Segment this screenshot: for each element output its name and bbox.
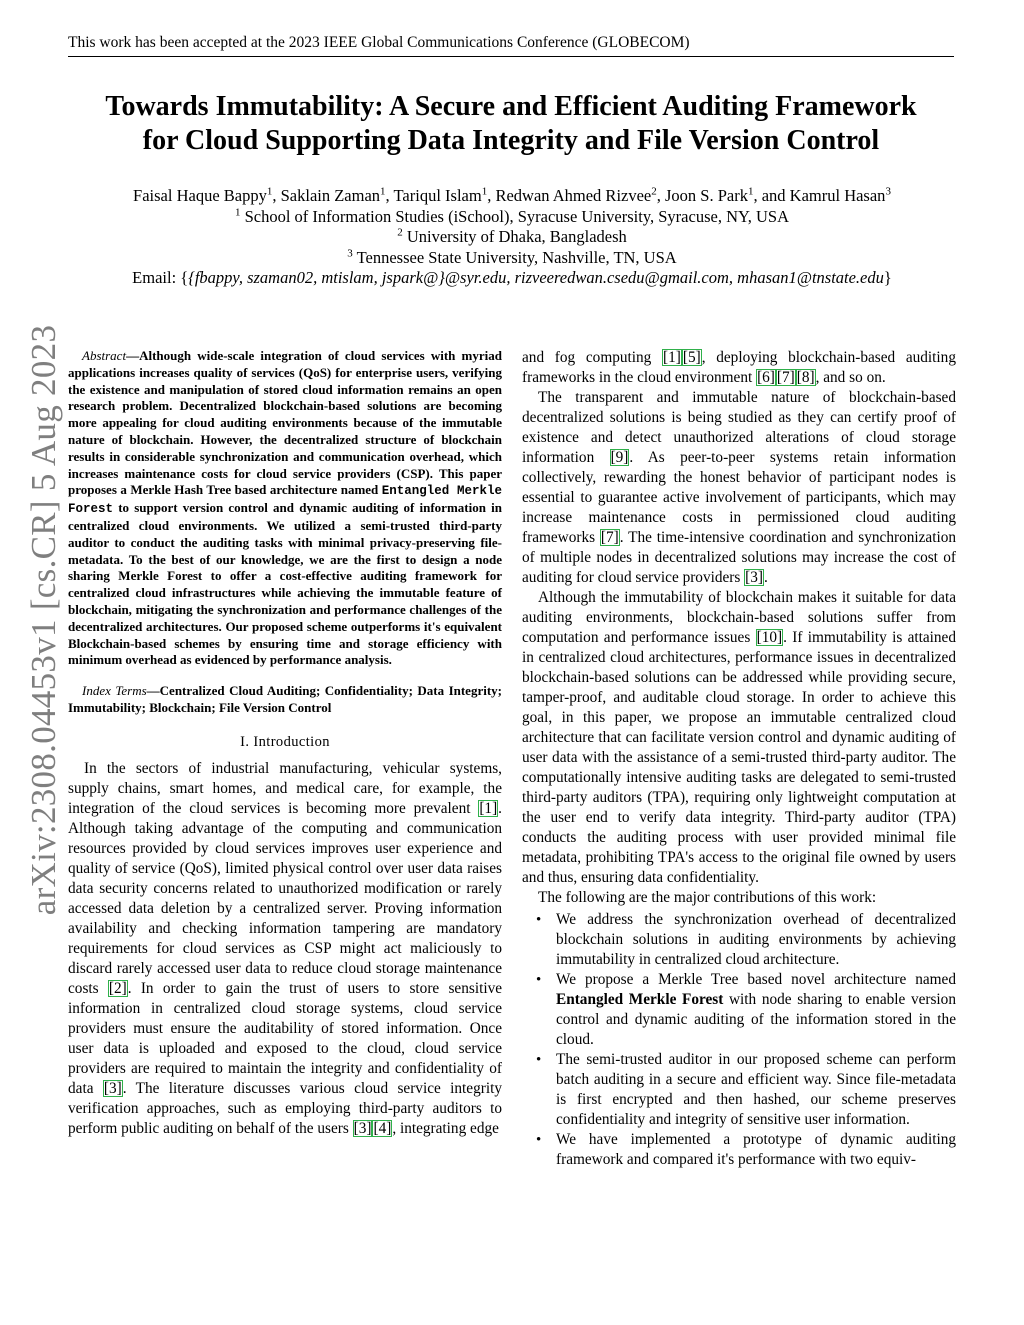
affiliation-number: 1 <box>234 206 241 218</box>
intro-paragraph-3 <box>522 588 956 888</box>
author-affiliation-mark: 1 <box>266 185 273 198</box>
citation-link[interactable]: [5] <box>682 349 701 366</box>
affiliation-text: Tennessee State University, Nashville, TN, USA <box>356 247 677 267</box>
list-item <box>522 1050 956 1130</box>
paragraph-text: . The time-intensive coordination and synchronization of multiple nodes in decentralized solutions may increase the cost of auditing for cloud service providers <box>522 529 956 586</box>
affiliation-2 <box>40 227 984 248</box>
list-item <box>522 970 956 1050</box>
citation-link[interactable]: [4] <box>373 1119 392 1137</box>
citation-link[interactable]: [1] <box>479 799 498 817</box>
list-item-text: with node sharing to enable version control and dynamic auditing of the information stored in the cloud. <box>556 991 956 1048</box>
list-item <box>522 1130 956 1170</box>
intro-paragraph-1-continued <box>522 348 956 388</box>
paragraph-text: The transparent and immutable nature of blockchain-based decentralized solutions is being studied as they can certify proof of existence and detect unauthorized alterations of cloud storage information <box>522 389 956 466</box>
title-line-1: Towards Immutability: A Secure and Efficient Auditing Framework <box>105 91 917 122</box>
citation-link[interactable]: [10] <box>756 629 783 646</box>
paragraph-text: In the sectors of industrial manufacturing, vehicular systems, supply chains, smart homes, and medical care, for example, the integration of the cloud services is becoming more prevalent <box>68 759 502 817</box>
paragraph-text: and fog computing <box>522 349 663 366</box>
index-terms-dash: — <box>146 683 160 699</box>
paragraph-text: , deploying blockchain-based auditing frameworks in the cloud environment <box>522 349 956 386</box>
list-item-text: We address the synchronization overhead of decentralized blockchain solutions in auditing environments by achieving immutability in centralized cloud architecture. <box>556 911 956 968</box>
author-affiliation-mark: 2 <box>651 185 657 198</box>
author-name: and Kamrul Hasan <box>761 186 886 205</box>
title-line-2: for Cloud Supporting Data Integrity and File Version Control <box>142 125 880 156</box>
citation-link[interactable]: [7] <box>600 529 619 546</box>
abstract-label: Abstract <box>82 348 127 363</box>
abstract-mono-term: Entangled Merkle Forest <box>68 484 502 517</box>
intro-paragraph-4: The following are the major contributions of this work: <box>538 889 877 906</box>
author-name: Tariqul Islam <box>393 186 482 205</box>
bullet-icon: • <box>536 912 542 928</box>
paragraph-text: . The literature discusses various cloud service integrity verification approaches, such as employing third-party auditors to perform public auditing on behalf of the users <box>68 1079 502 1137</box>
index-terms-label: Index Terms <box>82 683 147 699</box>
author-name: Joon S. Park <box>665 186 748 205</box>
paragraph-text: . If immutability is attained in centralized cloud architectures, performance issues in decentralized blockchain-based solutions can be addressed while providing secure, tamper-proof, and auditable cloud storage. In order to achieve this goal, in this paper, we propose an immutable centralized cloud architecture that can facilitate version control and dynamic auditing of user data with the assistance of a semi-trusted third-party auditor. The computationally intensive auditing tasks are delegated to semi-trusted third-party auditors (TPA), requiring only lightweight computation at the user end to verify data integrity. Third-party auditor (TPA) conducts the auditing process with user provided minimal file metadata, prohibiting TPA's access to the original file owned by users and thus, ensuring data confidentiality. <box>522 629 956 886</box>
citation-link[interactable]: [3] <box>103 1079 122 1097</box>
citation-link[interactable]: [6] <box>757 369 775 386</box>
citation-link[interactable]: [9] <box>610 449 629 466</box>
author-block <box>40 186 984 289</box>
bullet-icon: • <box>536 972 542 988</box>
author-affiliation-mark: 1 <box>481 185 488 198</box>
list-item-text: The semi-trusted auditor in our proposed scheme can perform batch auditing in a secure and efficient way. Since file-metadata is first encrypted and then hashed, our scheme preserves confidentiality and integrity of sensitive user information. <box>556 1051 956 1128</box>
contributions-list <box>522 910 956 1170</box>
intro-paragraph-2 <box>522 388 956 588</box>
citation-link[interactable]: [2] <box>108 979 127 997</box>
right-column <box>522 348 956 1170</box>
paragraph-text: . Although taking advantage of the computing and communication resources provided by cloud services improves user experience and quality of service (QoS), limited physical control over user data raises data security concerns related to unauthorized modification or rarely accessed data deletion by a centralized server. Proving information availability and checking information tampering are mandatory requirements for cloud services as CSP might act maliciously to discard rarely accessed user data to reduce cloud storage maintenance costs <box>68 799 502 997</box>
affiliation-1 <box>40 207 984 228</box>
affiliation-text: University of Dhaka, Bangladesh <box>406 227 627 246</box>
affiliation-text: School of Information Studies (iSchool), Syracuse University, Syracuse, NY, USA <box>244 206 790 226</box>
list-item-bold-term: Entangled Merkle Forest <box>556 991 724 1008</box>
author-name: Faisal Haque Bappy <box>133 186 267 205</box>
author-affiliation-mark: 1 <box>747 185 754 198</box>
bullet-icon: • <box>536 1132 542 1148</box>
paragraph-text: . As peer-to-peer systems retain information collectively, rewarding the honest behavior of participant nodes is essential to guarantee active involvement of participants, which may increase maintenance costs in permissioned cloud auditing frameworks <box>522 449 956 546</box>
paragraph-text: Although the immutability of blockchain makes it suitable for data auditing environments, blockchain-based solutions suffer from computation and performance issues <box>522 589 956 646</box>
bullet-icon: • <box>536 1052 542 1068</box>
intro-paragraph-1 <box>68 759 502 1139</box>
paragraph-text: . In order to gain the trust of users to store sensitive information in centralized cloud storage systems, cloud service providers must ensure the auditability of stored information. Once user data is uploaded and exposed to the cloud, cloud service providers are required to maintain the integrity and confidentiality of data <box>68 979 503 1097</box>
author-name: Saklain Zaman <box>280 186 381 205</box>
index-terms-text: Centralized Cloud Auditing; Confidentiality; Data Integrity; Immutability; Blockchain; File Version Control <box>68 683 502 715</box>
author-name: Redwan Ahmed Rizvee <box>495 186 652 205</box>
citation-link[interactable]: [8] <box>796 369 815 386</box>
paragraph-text: , and so on. <box>815 369 886 386</box>
author-list: Faisal Haque Bappy$^1$, Saklain Zaman$^1$, Tariqul Islam$^1$, Redwan Ahmed Rizvee$^2$, Joon S. Park$^1$, and Kamrul Hasan$^3$ <box>133 185 891 205</box>
email-close: } <box>883 268 892 287</box>
list-item-text: We have implemented a prototype of dynamic auditing framework and compared it's performance with two equiv- <box>556 1131 956 1168</box>
abstract-text-before: Although wide-scale integration of cloud services with myriad applications increases quality of services (QoS) for enterprise users, verifying the existence and manipulation of stored cloud information remains an open research problem. Decentralized blockchain-based solutions are becoming more appealing for cloud auditing environments because of the immutable nature of blockchain. However, the decentralized structure of blockchain results in considerable synchronization and communication overhead, which increases maintenance costs for cloud service providers (CSP). This paper proposes a Merkle Hash Tree based architecture named <box>68 348 502 498</box>
email-list: {fbappy, szaman02, mtislam, jspark@}@syr.edu, rizveeredwan.csedu@gmail.com, mhasan1@tnstate.edu <box>188 268 884 287</box>
abstract-dash: — <box>126 348 140 363</box>
author-affiliation-mark: 3 <box>885 185 891 198</box>
section-heading-introduction: I. Introduction <box>240 733 330 750</box>
list-item <box>522 910 956 970</box>
citation-link[interactable]: [7] <box>776 369 795 386</box>
paragraph-text: . <box>764 569 768 586</box>
affiliation-3 <box>40 248 984 269</box>
paragraph-text: , integrating edge <box>392 1119 499 1137</box>
left-column <box>68 348 502 1139</box>
paper-title <box>68 90 954 158</box>
abstract <box>68 348 502 669</box>
abstract-text-after: to support version control and dynamic auditing of information in centralized cloud environments. We utilized a semi-trusted third-party auditor to conduct the auditing tasks with minimal privacy-preserving file-metadata. To the best of our knowledge, we are the first to design a node sharing Merkle Forest to offer a cost-effective auditing framework for centralized cloud infrastructures while achieving the immutable feature of blockchain, mitigating the synchronization and performance challenges of the decentralized architectures. Our proposed scheme outperforms it's equivalent Blockchain-based schemes by ensuring time and storage efficiency with minimum overhead as evidenced by performance analysis. <box>68 500 502 668</box>
arxiv-id-text: arXiv:2308.04453v1 [cs.CR] 5 Aug 2023 <box>24 324 63 916</box>
citation-link[interactable]: [1] <box>663 349 681 366</box>
citation-link[interactable]: [3] <box>745 569 764 586</box>
affiliation-number: 2 <box>397 226 403 239</box>
author-affiliation-mark: 1 <box>380 185 386 198</box>
citation-link[interactable]: [3] <box>353 1119 372 1137</box>
affiliation-number: 3 <box>347 247 353 259</box>
email-line <box>40 268 984 289</box>
list-item-text: We propose a Merkle Tree based novel architecture named <box>556 971 956 988</box>
email-label: Email: { <box>132 268 189 287</box>
index-terms <box>68 683 502 717</box>
conference-note: This work has been accepted at the 2023 IEEE Global Communications Conference (GLOBECOM) <box>68 34 954 57</box>
